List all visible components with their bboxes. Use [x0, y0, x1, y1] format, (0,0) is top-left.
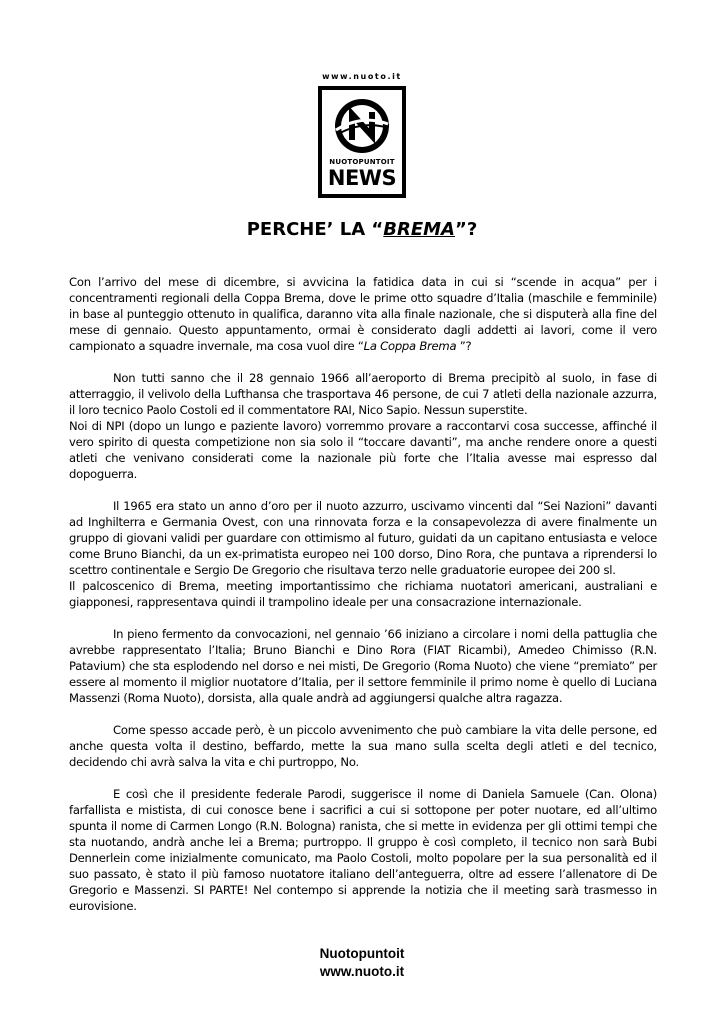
- paragraph-5: Il palcoscenico di Brema, meeting importantissimo che richiama nuotatori americani, australiani e giapponesi, rappresentava quindi il trampolino ideale per una consacrazione internazionale.: [69, 579, 657, 609]
- paragraph-2: Non tutti sanno che il 28 gennaio 1966 all’aeroporto di Brema precipitò al suolo, in fase di atterraggio, il velivolo della Lufthansa che trasportava 46 persone, de cui 7 atleti della nazionale azzurra, il loro tecnico Paolo Costoli ed il commentatore RAI, Nico Sapio. Nessun superstite.: [69, 371, 657, 417]
- logo: [312, 72, 412, 202]
- footer-site-name: Nuotopuntoit: [319, 946, 405, 961]
- paragraph-7: Come spesso accade però, è un piccolo avvenimento che può cambiare la vita delle persone, ed anche questa volta il destino, beffardo, mette la sua mano sulla scelta degli atleti e del tecnico, decidendo chi avrà salva la vita e chi purtroppo, No.: [69, 723, 657, 769]
- logo-wordmark: NEWS: [327, 166, 397, 190]
- paragraph-6: In pieno fermento da convocazioni, nel gennaio ’66 iniziano a circolare i nomi della pattuglia che avrebbe rappresentato l’Italia; Bruno Bianchi e Dino Rora (FIAT Ricambi), Amedeo Chimisso (R.N. Patavium) che sta esplodendo nel dorso e nei misti, De Gregorio (Roma Nuoto) che viene “premiato” per essere al momento il miglior nuotatore d’Italia, per il settore femminile il primo nome è quello di Luciana Massenzi (Roma Nuoto), dorsista, alla quale andrà ad aggiungersi qualche altra ragazza.: [69, 627, 657, 705]
- paragraph-1: [69, 274, 657, 354]
- paragraph-3: Noi di NPI (dopo un lungo e paziente lavoro) vorremmo provare a raccontarvi cosa successe, affinché il vero spirito di questa competizione non sia solo il “toccare davanti”, ma anche rendere onore a questi atleti che venivano considerati come la nazionale più forte che l’Italia avesse mai espresso dal dopoguerra.: [69, 419, 657, 481]
- footer: [0, 945, 724, 981]
- title-prefix: PERCHE’ LA “: [246, 219, 384, 240]
- logo-subtitle: NUOTOPUNTOIT: [329, 158, 395, 166]
- logo-box: [318, 86, 406, 198]
- article-body: [69, 274, 657, 930]
- paragraph-8: E così che il presidente federale Parodi, suggerisce il nome di Daniela Samuele (Can. Olona) farfallista e mistista, di cui conosce bene i sacrifici a cui si sottopone per poter nuotare, ed all’ultimo spunta il nome di Carmen Longo (R.N. Bologna) ranista, che si mette in evidenza per gli ottimi tempi che sta nuotando, andrà anche lei a Brema; purtroppo. Il gruppo è così completo, il tecnico non sarà Bubi Dennerlein come inizialmente comunicato, ma Paolo Costoli, molto popolare per la sua personalità ed il suo passato, è stato il più famoso nuotatore italiano dell’anteguerra, oltre ad essere l’allenatore di De Gregorio e Massenzi. SI PARTE! Nel contempo si apprende la notizia che il meeting sarà trasmesso in eurovisione.: [69, 787, 657, 913]
- paragraph-4: Il 1965 era stato un anno d’oro per il nuoto azzurro, uscivamo vincenti dal “Sei Nazioni” davanti ad Inghilterra e Germania Ovest, con una rinnovata forza e la consapevolezza di avere finalmente un gruppo di giovani validi per guardare con ottimismo al futuro, guidati da un capitano entusiasta e veloce come Bruno Bianchi, da un ex-primatista europeo nei 100 dorso, Dino Rora, che puntava a riprendersi lo scettro continentale e Sergio De Gregorio che risultava terzo nelle graduatorie europee dei 200 sl.: [69, 499, 657, 577]
- paragraph-italic: La Coppa Brema: [363, 339, 457, 353]
- paragraph-after: ”?: [456, 339, 472, 353]
- title-suffix: ”?: [454, 219, 478, 240]
- logo-url: www.nuoto.it: [322, 72, 402, 81]
- swimmer-emblem-icon: [322, 90, 402, 160]
- title-emphasis: BREMA: [383, 219, 455, 240]
- page-title: [0, 219, 724, 240]
- footer-url: www.nuoto.it: [319, 964, 405, 979]
- paragraph-text: Con l’arrivo del mese di dicembre, si avvicina la fatidica data in cui si “scende in acqua” per i concentramenti regionali della Coppa Brema, dove le prime otto squadre d’Italia (maschile e femminile) in base al punteggio ottenuto in qualifica, daranno vita alla finale nazionale, che si disputerà alla fine del mese di gennaio. Questo appuntamento, ormai è considerato dagli addetti ai lavori, come il vero campionato a squadre invernale, ma cosa vuol dire “: [69, 275, 657, 353]
